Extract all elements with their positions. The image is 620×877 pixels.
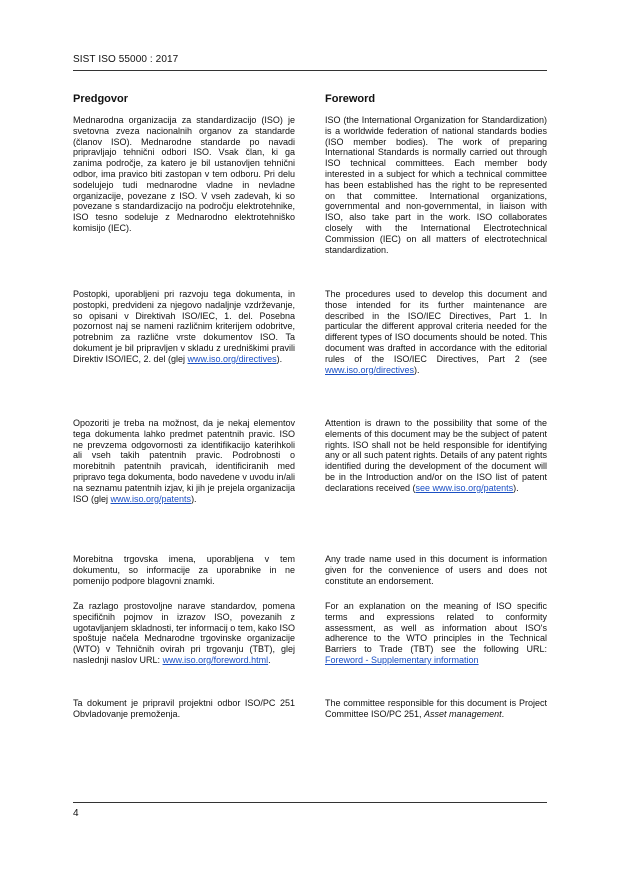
- right-foreword-link[interactable]: Foreword - Supplementary information: [325, 654, 479, 665]
- right-column-english: [325, 93, 547, 719]
- left-paragraph-3-end: ).: [191, 493, 197, 504]
- right-paragraph-2: [325, 289, 547, 375]
- right-directives-link[interactable]: www.iso.org/directives: [325, 364, 415, 375]
- right-paragraph-1: ISO (the International Organization for Standardization) is a worldwide federation of national standards bodies (ISO member bodies). The work of preparing International Standards is normally carried out through ISO technical committees. Each member body interested in a subject for which a technical committee has been established has the right to be represented on that committee. International organizations, governmental and non-governmental, in liaison with ISO, also take part in the work. ISO collaborates closely with the International Electrotechnical Commission (IEC) on all matters of electrotechnical standardization.: [325, 115, 547, 255]
- left-heading: Predgovor: [73, 93, 129, 105]
- right-paragraph-5-text: For an explanation on the meaning of ISO specific terms and expressions related to conformity assessment, as well as information about ISO's adherence to the WTO principles in the Technical Barriers to Trade (TBT) see the following URL:: [325, 601, 547, 655]
- right-paragraph-5: [325, 601, 547, 666]
- left-paragraph-1: Mednarodna organizacija za standardizacijo (ISO) je svetovna zveza nacionalnih organov za standarde (članov ISO). Mednarodne standarde po navadi pripravljajo tehnični odbori ISO. Vsak član, ki ga zanima področje, za katero je bil ustanovljen tehnični odbor, ima pravico biti zastopan v tem odboru. Pri delu sodelujejo tudi mednarodne vladne in nevladne organizacije, povezane z ISO. V vseh zadevah, ki so povezane s standardizacijo na področju elektrotehnike, ISO tesno sodeluje z Mednarodno elektrotehniško komisijo (IEC).: [73, 115, 295, 233]
- header-divider: [73, 70, 547, 71]
- left-column-slovenian: [73, 93, 295, 719]
- page-number: 4: [73, 808, 79, 819]
- right-paragraph-6: [325, 698, 547, 720]
- left-foreword-link[interactable]: www.iso.org/foreword.html: [162, 654, 269, 665]
- right-paragraph-3: [325, 418, 547, 494]
- right-paragraph-3-end: ).: [513, 482, 519, 493]
- right-heading: Foreword: [325, 93, 376, 105]
- right-paragraph-3-text: Attention is drawn to the possibility that some of the elements of this document may be the subject of patent rights. ISO shall not be held responsible for identifying any or all such patent rights. Details of any patent rights identified during the development of the document will be in the Introduction and/or on the ISO list of patent declarations received (: [325, 418, 547, 493]
- left-paragraph-3-text: Opozoriti je treba na možnost, da je nekaj elementov tega dokumenta lahko predmet patentnih pravic. ISO ne prevzema odgovornosti za identifikacijo katerihkoli ali vseh takih patentnih pravic. Podrobnosti o morebitnih patentnih pravicah, identificiranih med pripravo tega dokumenta, bodo navedene v uvodu in/ali na seznamu patentnih izjav, ki jih je prejela organizacija ISO (glej: [73, 418, 295, 504]
- left-paragraph-5-end: .: [268, 654, 271, 665]
- left-paragraph-4: Morebitna trgovska imena, uporabljena v tem dokumentu, so informacije za uporabnike in ne pomenijo podpore blagovni znamki.: [73, 554, 295, 586]
- left-paragraph-5: [73, 601, 295, 666]
- right-patents-link[interactable]: see www.iso.org/patents: [415, 482, 514, 493]
- right-paragraph-6-end: .: [501, 708, 505, 719]
- right-paragraph-6-text: The committee responsible for this document is Project Committee ISO/PC 251,: [325, 698, 547, 719]
- right-paragraph-4: Any trade name used in this document is information given for the convenience of users and does not constitute an endorsement.: [325, 554, 547, 586]
- document-header: SIST ISO 55000 : 2017: [73, 54, 179, 65]
- right-paragraph-2-text: The procedures used to develop this document and those intended for its further maintenance are described in the ISO/IEC Directives, Part 1. In particular the different approval criteria needed for the different types of ISO documents should be noted. This document was drafted in accordance with the editorial rules of the ISO/IEC Directives, Part 2 (see: [325, 289, 547, 364]
- left-paragraph-2-text: Postopki, uporabljeni pri razvoju tega dokumenta, in postopki, predvideni za njegovo nadaljnje vzdrževanje, so opisani v Direktivah ISO/IEC, 1. del. Posebna pozornost naj se nameni različnim kriterijem odobritve, potrebnim za različne vrste dokumentov ISO. Ta dokument je bil pripravljen v skladu z uredniškimi pravili Direktiv ISO/IEC, 2. del (glej: [73, 289, 295, 364]
- left-paragraph-3: [73, 418, 295, 504]
- left-paragraph-2: [73, 289, 295, 365]
- right-paragraph-6-emphasis: Asset management: [424, 708, 502, 719]
- left-paragraph-5-text: Za razlago prostovoljne narave standardov, pomena specifičnih pojmov in izrazov ISO, povezanih z ugotavljanjem skladnosti, ter informacij o tem, kako ISO spoštuje načela Mednarodne trgovinske organizacije (WTO) v Tehničnih ovirah pri trgovanju (TBT), glej naslednji naslov URL:: [73, 601, 295, 665]
- left-patents-link[interactable]: www.iso.org/patents: [110, 493, 192, 504]
- footer-divider: [73, 802, 547, 803]
- left-paragraph-2-end: ).: [276, 353, 283, 364]
- right-paragraph-2-end: ).: [414, 364, 420, 375]
- left-directives-link[interactable]: www.iso.org/directives: [187, 353, 277, 364]
- left-paragraph-6: Ta dokument je pripravil projektni odbor ISO/PC 251 Obvladovanje premoženja.: [73, 698, 295, 719]
